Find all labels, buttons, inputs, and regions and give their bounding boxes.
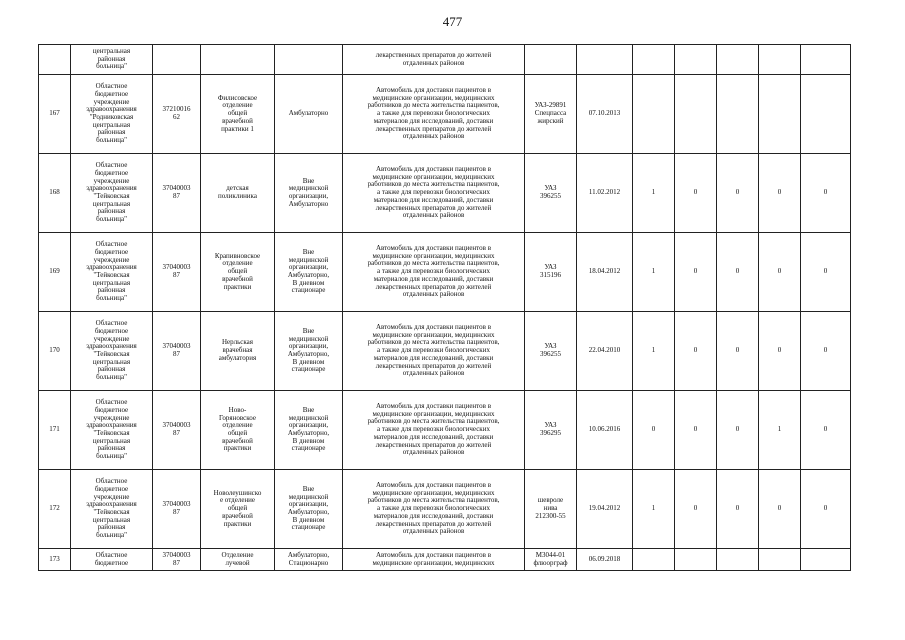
cell-count-2: 0 (675, 312, 717, 391)
cell-date: 11.02.2012 (577, 154, 633, 233)
cell-description: Автомобиль для доставки пациентов в медицинские организации, медицинских работников до места жительства пациентов, а также для перевозки биологических материалов для исследований, доставки лекарственных препаратов до жителей отдаленных районов (343, 391, 525, 470)
cell-count-2: 0 (675, 391, 717, 470)
cell-description: Автомобиль для доставки пациентов в медицинские организации, медицинских работников до места жительства пациентов, а также для перевозки биологических материалов для исследований, доставки лекарственных препаратов до жителей отдаленных районов (343, 75, 525, 154)
cell-description: Автомобиль для доставки пациентов в медицинские организации, медицинских работников до места жительства пациентов, а также для перевозки биологических материалов для исследований, доставки лекарственных препаратов до жителей отдаленных районов (343, 470, 525, 549)
table-row (39, 391, 851, 470)
cell-code: 37040003 87 (153, 549, 201, 571)
cell-date: 10.06.2016 (577, 391, 633, 470)
cell-number (39, 45, 71, 75)
cell-count-1: 1 (633, 233, 675, 312)
cell-organization: Областное бюджетное учреждение здравоохранения "Тейковская центральная районная больница" (71, 391, 153, 470)
table-row-partial-top (39, 45, 851, 75)
cell-count-1: 0 (633, 391, 675, 470)
cell-number: 171 (39, 391, 71, 470)
cell-conditions: Амбулаторно, Стационарно (275, 549, 343, 571)
cell-unit: детская поликлиника (201, 154, 275, 233)
cell-count-1: 1 (633, 154, 675, 233)
cell-code (153, 45, 201, 75)
cell-count-2: 0 (675, 470, 717, 549)
cell-conditions: Вне медицинской организации, Амбулаторно (275, 154, 343, 233)
cell-code: 37040003 87 (153, 154, 201, 233)
cell-count-5: 0 (801, 391, 851, 470)
cell-count-2 (675, 549, 717, 571)
registry-body (39, 45, 851, 75)
cell-organization: Областное бюджетное учреждение здравоохранения "Тейковская центральная районная больница" (71, 470, 153, 549)
registry-table (38, 44, 851, 571)
table-row-partial-bottom (39, 549, 851, 571)
cell-count-3 (717, 45, 759, 75)
cell-count-4: 0 (759, 470, 801, 549)
cell-date: 22.04.2010 (577, 312, 633, 391)
cell-count-2 (675, 75, 717, 154)
cell-count-5: 0 (801, 233, 851, 312)
cell-vehicle: УАЗ 315196 (525, 233, 577, 312)
cell-count-4 (759, 45, 801, 75)
cell-date: 18.04.2012 (577, 233, 633, 312)
cell-count-4: 1 (759, 391, 801, 470)
cell-code: 37040003 87 (153, 233, 201, 312)
cell-count-5: 0 (801, 154, 851, 233)
cell-count-4 (759, 549, 801, 571)
cell-count-1 (633, 549, 675, 571)
cell-number: 172 (39, 470, 71, 549)
cell-organization: Областное бюджетное учреждение здравоохранения "Тейковская центральная районная больница" (71, 233, 153, 312)
cell-number: 169 (39, 233, 71, 312)
cell-count-4: 0 (759, 312, 801, 391)
cell-conditions: Вне медицинской организации, Амбулаторно, В дневном стационаре (275, 233, 343, 312)
cell-count-4 (759, 75, 801, 154)
table-row (39, 312, 851, 391)
cell-vehicle (525, 45, 577, 75)
cell-unit (201, 45, 275, 75)
cell-count-5 (801, 549, 851, 571)
cell-count-3 (717, 549, 759, 571)
cell-count-2: 0 (675, 233, 717, 312)
cell-vehicle: шевроле нива 212300-55 (525, 470, 577, 549)
cell-count-2 (675, 45, 717, 75)
cell-date: 06.09.2018 (577, 549, 633, 571)
cell-count-1: 1 (633, 312, 675, 391)
cell-count-5: 0 (801, 470, 851, 549)
cell-count-3: 0 (717, 312, 759, 391)
cell-count-3: 0 (717, 233, 759, 312)
cell-date: 19.04.2012 (577, 470, 633, 549)
page-number: 477 (442, 14, 463, 29)
cell-count-5 (801, 45, 851, 75)
cell-number: 167 (39, 75, 71, 154)
cell-organization: Областное бюджетное (71, 549, 153, 571)
cell-conditions (275, 45, 343, 75)
table-row (39, 75, 851, 154)
cell-code: 37040003 87 (153, 391, 201, 470)
cell-count-3: 0 (717, 391, 759, 470)
cell-number: 168 (39, 154, 71, 233)
cell-code: 37210016 62 (153, 75, 201, 154)
cell-count-3: 0 (717, 470, 759, 549)
cell-organization: Областное бюджетное учреждение здравоохранения "Тейковская центральная районная больница" (71, 154, 153, 233)
cell-conditions: Амбулаторно (275, 75, 343, 154)
cell-unit: Ново- Горяновское отделение общей врачебной практики (201, 391, 275, 470)
cell-number: 170 (39, 312, 71, 391)
cell-conditions: Вне медицинской организации, Амбулаторно, В дневном стационаре (275, 391, 343, 470)
cell-date: 07.10.2013 (577, 75, 633, 154)
cell-count-3 (717, 75, 759, 154)
cell-count-5 (801, 75, 851, 154)
cell-unit: Новолеушинско е отделение общей врачебной практики (201, 470, 275, 549)
cell-unit: Крапивновское отделение общей врачебной практики (201, 233, 275, 312)
cell-conditions: Вне медицинской организации, Амбулаторно, В дневном стационаре (275, 312, 343, 391)
cell-description: Автомобиль для доставки пациентов в медицинские организации, медицинских работников до места жительства пациентов, а также для перевозки биологических материалов для исследований, доставки лекарственных препаратов до жителей отдаленных районов (343, 312, 525, 391)
cell-count-5: 0 (801, 312, 851, 391)
cell-count-1 (633, 75, 675, 154)
cell-code: 37040003 87 (153, 312, 201, 391)
table-row (39, 470, 851, 549)
cell-description: Автомобиль для доставки пациентов в медицинские организации, медицинских работников до места жительства пациентов, а также для перевозки биологических материалов для исследований, доставки лекарственных препаратов до жителей отдаленных районов (343, 154, 525, 233)
cell-organization: Областное бюджетное учреждение здравоохранения "Тейковская центральная районная больница" (71, 312, 153, 391)
cell-count-4: 0 (759, 233, 801, 312)
registry-rows (39, 75, 851, 571)
cell-vehicle: УАЗ 396255 (525, 312, 577, 391)
cell-description: Автомобиль для доставки пациентов в медицинские организации, медицинских (343, 549, 525, 571)
cell-count-1: 1 (633, 470, 675, 549)
cell-vehicle: УАЗ 396295 (525, 391, 577, 470)
cell-count-3: 0 (717, 154, 759, 233)
cell-description: лекарственных препаратов до жителей отдаленных районов (343, 45, 525, 75)
cell-vehicle: М3044-01 флюорграф (525, 549, 577, 571)
cell-count-2: 0 (675, 154, 717, 233)
cell-date (577, 45, 633, 75)
cell-conditions: Вне медицинской организации, Амбулаторно, В дневном стационаре (275, 470, 343, 549)
table-row (39, 233, 851, 312)
cell-code: 37040003 87 (153, 470, 201, 549)
cell-vehicle: УАЗ-29891 Спецпасса жирский (525, 75, 577, 154)
cell-count-4: 0 (759, 154, 801, 233)
table-row (39, 154, 851, 233)
cell-organization: центральная районная больница" (71, 45, 153, 75)
cell-number: 173 (39, 549, 71, 571)
cell-unit: Филисовское отделение общей врачебной практики 1 (201, 75, 275, 154)
cell-count-1 (633, 45, 675, 75)
cell-unit: Нерльская врачебная амбулатория (201, 312, 275, 391)
cell-organization: Областное бюджетное учреждение здравоохранения "Родниковская центральная районная больница" (71, 75, 153, 154)
cell-vehicle: УАЗ 396255 (525, 154, 577, 233)
cell-unit: Отделение лучевой (201, 549, 275, 571)
cell-description: Автомобиль для доставки пациентов в медицинские организации, медицинских работников до места жительства пациентов, а также для перевозки биологических материалов для исследований, доставки лекарственных препаратов до жителей отдаленных районов (343, 233, 525, 312)
